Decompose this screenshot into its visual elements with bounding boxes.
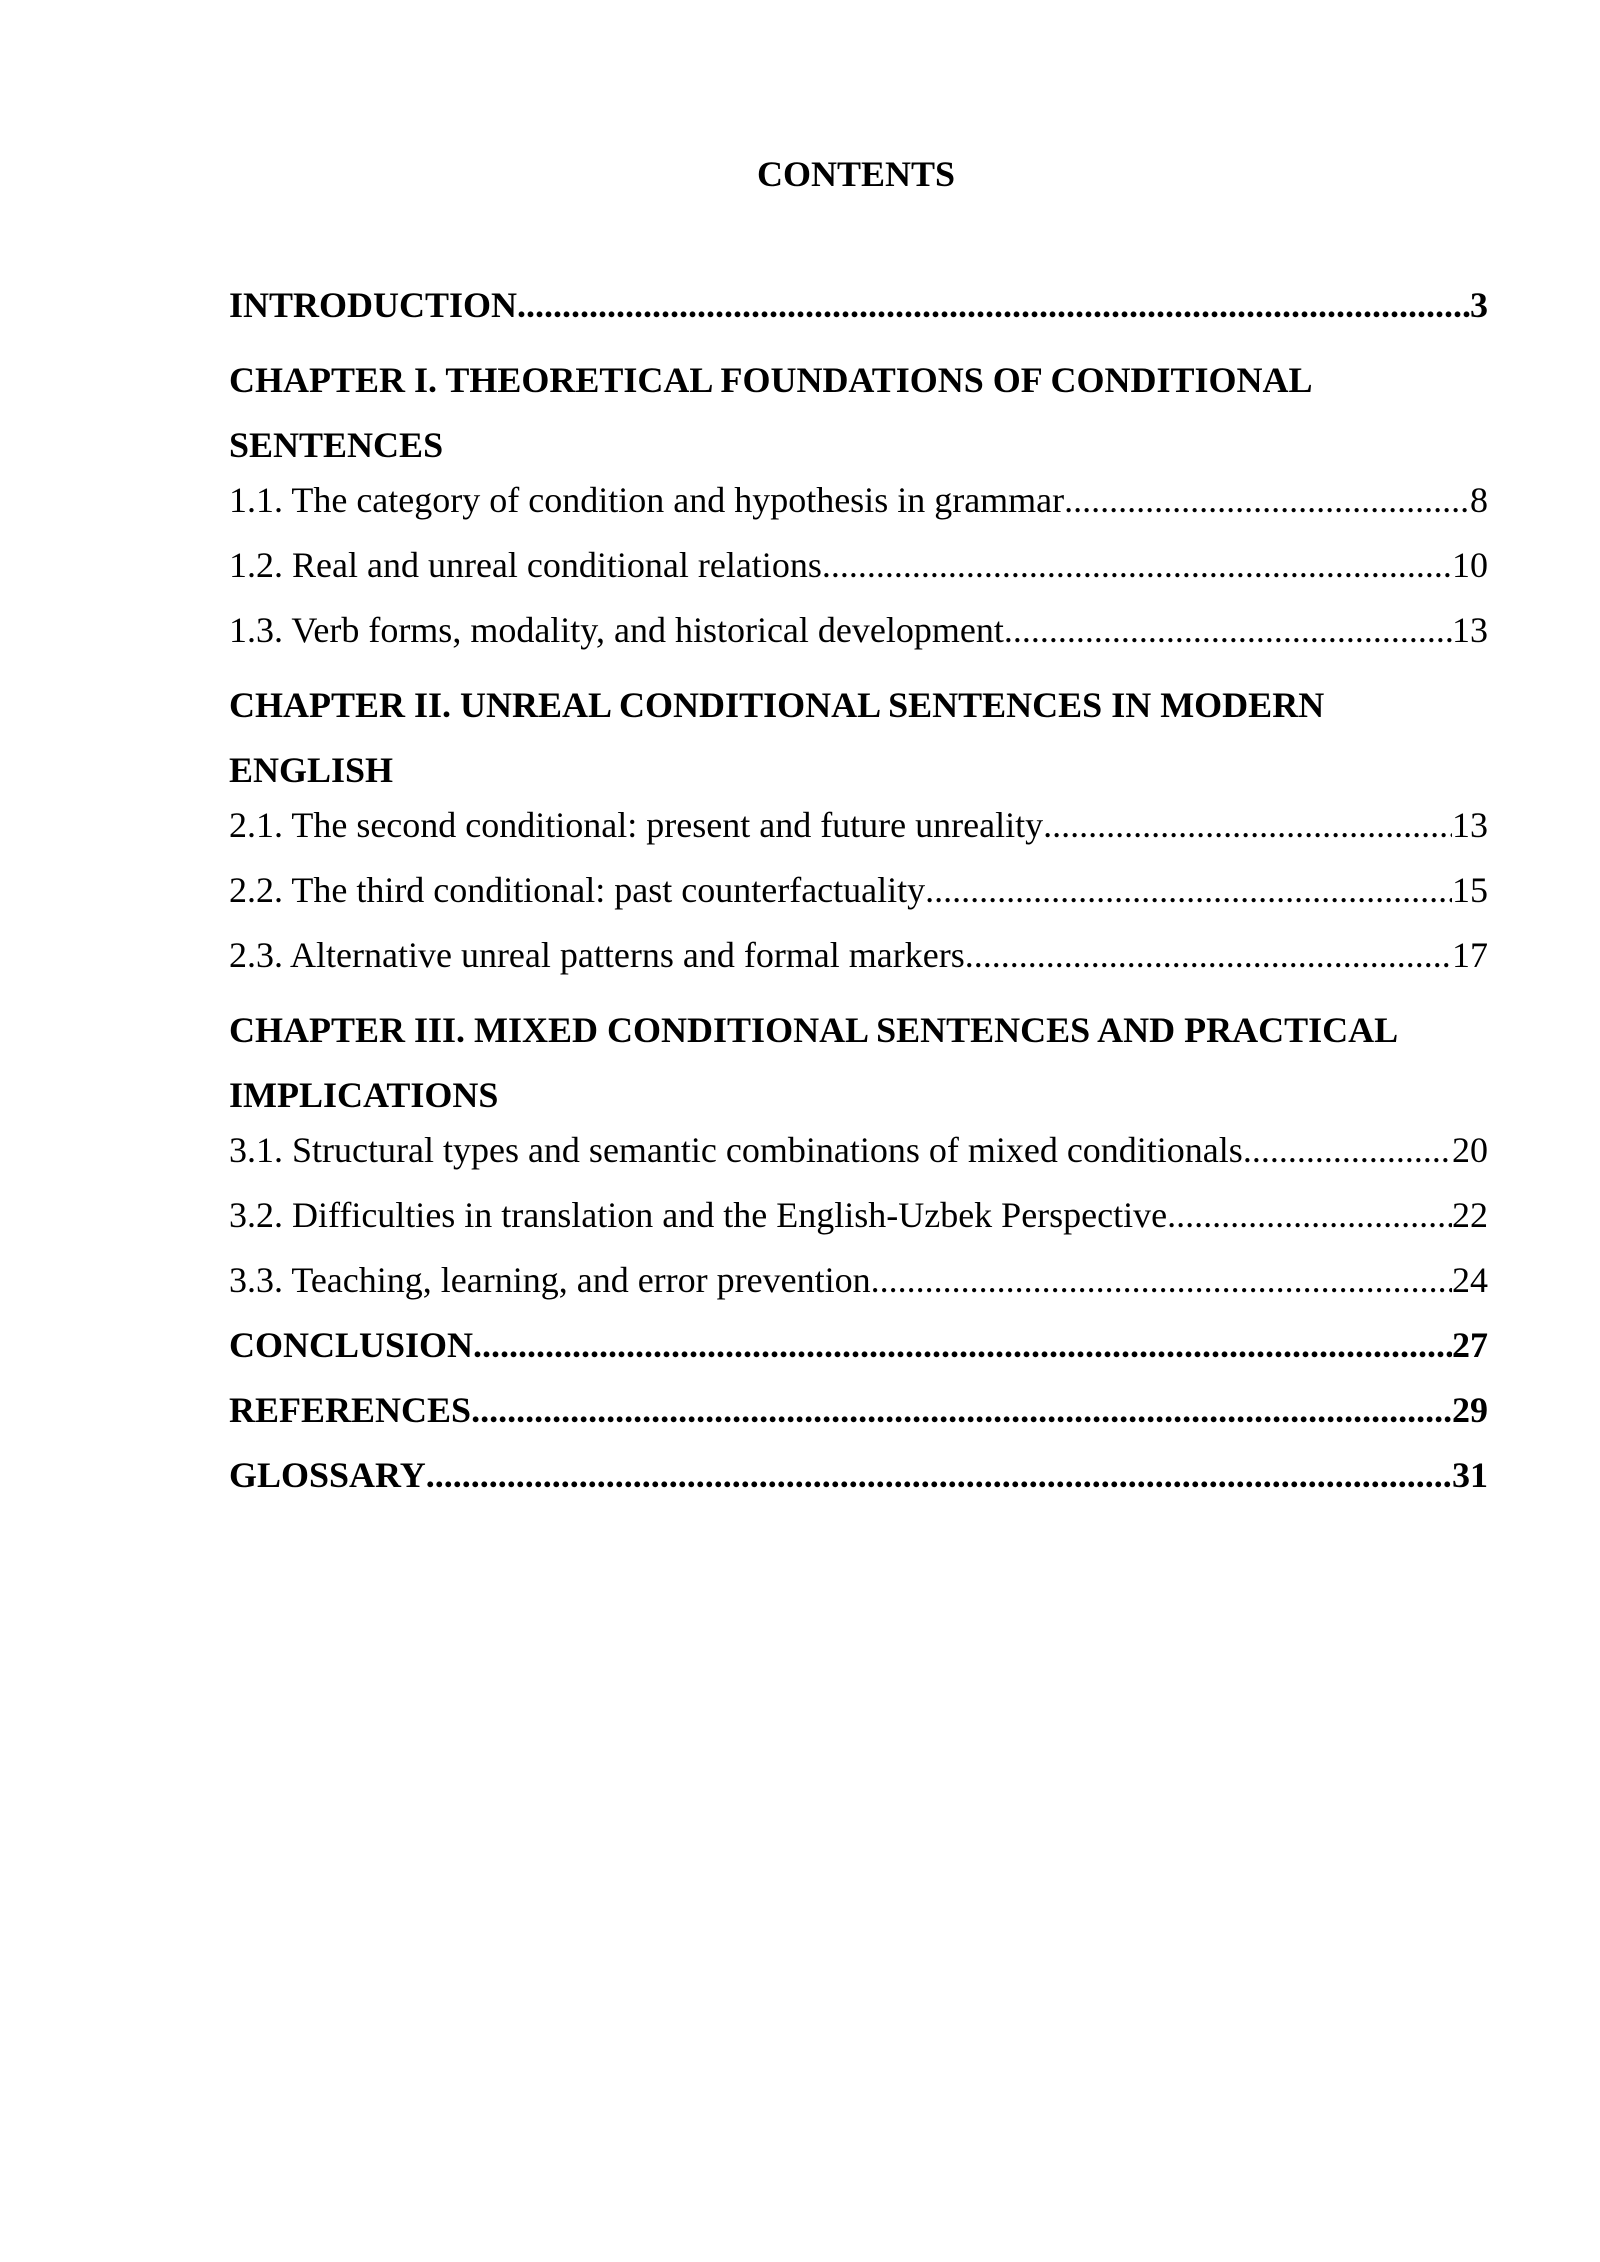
toc-page-number: 27 bbox=[1452, 1325, 1488, 1365]
chapter-heading-line-1: CHAPTER II. UNREAL CONDITIONAL SENTENCES IN MODERN bbox=[229, 685, 1325, 725]
toc-page-number: 3 bbox=[1470, 285, 1488, 325]
toc-entry-title: CONCLUSION bbox=[229, 1325, 474, 1365]
toc-entry-3-2[interactable] bbox=[229, 1193, 1488, 1258]
toc-entry-title: 3.1. Structural types and semantic combinations of mixed conditionals bbox=[229, 1130, 1243, 1170]
toc-page-number: 13 bbox=[1452, 805, 1488, 845]
dot-leader bbox=[1043, 803, 1452, 847]
dot-leader bbox=[822, 543, 1452, 587]
toc-entry-title: REFERENCES bbox=[229, 1390, 472, 1430]
dot-leader bbox=[473, 1323, 1452, 1367]
chapter-heading-line-1: CHAPTER III. MIXED CONDITIONAL SENTENCES AND PRACTICAL bbox=[229, 1010, 1399, 1050]
toc-entry-title: 2.1. The second conditional: present and future unreality bbox=[229, 805, 1044, 845]
toc-entry-title: 1.2. Real and unreal conditional relations bbox=[229, 545, 822, 585]
toc-page-number: 8 bbox=[1470, 480, 1488, 520]
toc-page-number: 24 bbox=[1452, 1260, 1488, 1300]
toc-entry-3-1[interactable] bbox=[229, 1128, 1488, 1193]
toc-page-number: 13 bbox=[1452, 610, 1488, 650]
toc-chapter-2-heading[interactable] bbox=[229, 673, 1488, 803]
toc-entry-1-1[interactable] bbox=[229, 478, 1488, 543]
toc-entry-title: 1.1. The category of condition and hypothesis in grammar bbox=[229, 480, 1065, 520]
toc-page-number: 20 bbox=[1452, 1130, 1488, 1170]
dot-leader bbox=[925, 868, 1452, 912]
toc-entry-title: 2.2. The third conditional: past counterfactuality bbox=[229, 870, 926, 910]
dot-leader bbox=[1243, 1128, 1452, 1172]
toc-entry-3-3[interactable] bbox=[229, 1258, 1488, 1323]
toc-entry-title: INTRODUCTION bbox=[229, 285, 518, 325]
toc-entry-2-2[interactable] bbox=[229, 868, 1488, 933]
toc-entry-1-3[interactable] bbox=[229, 608, 1488, 673]
toc-entry-conclusion[interactable] bbox=[229, 1323, 1488, 1388]
toc-entry-glossary[interactable] bbox=[229, 1453, 1488, 1518]
contents-title: CONTENTS bbox=[756, 154, 956, 194]
toc-entry-references[interactable] bbox=[229, 1388, 1488, 1453]
dot-leader bbox=[1064, 478, 1470, 522]
chapter-heading-line-1: CHAPTER I. THEORETICAL FOUNDATIONS OF CONDITIONAL bbox=[229, 360, 1313, 400]
chapter-heading-line-2: SENTENCES bbox=[229, 425, 444, 465]
dot-leader bbox=[1167, 1193, 1452, 1237]
toc-entry-2-1[interactable] bbox=[229, 803, 1488, 868]
toc-chapter-3-heading[interactable] bbox=[229, 998, 1488, 1128]
toc-page-number: 15 bbox=[1452, 870, 1488, 910]
chapter-heading-line-2: ENGLISH bbox=[229, 750, 394, 790]
toc-entry-title: 2.3. Alternative unreal patterns and formal markers bbox=[229, 935, 965, 975]
toc-page-number: 22 bbox=[1452, 1195, 1488, 1235]
dot-leader bbox=[517, 283, 1470, 327]
dot-leader bbox=[471, 1388, 1452, 1432]
table-of-contents bbox=[229, 283, 1488, 1518]
chapter-heading-line-2: IMPLICATIONS bbox=[229, 1075, 499, 1115]
toc-entry-title: 3.3. Teaching, learning, and error prevention bbox=[229, 1260, 871, 1300]
toc-entry-1-2[interactable] bbox=[229, 543, 1488, 608]
toc-page-number: 29 bbox=[1452, 1390, 1488, 1430]
toc-chapter-1-heading[interactable] bbox=[229, 348, 1488, 478]
toc-entry-title: 3.2. Difficulties in translation and the English-Uzbek Perspective bbox=[229, 1195, 1168, 1235]
dot-leader bbox=[426, 1453, 1452, 1497]
toc-page-number: 17 bbox=[1452, 935, 1488, 975]
dot-leader bbox=[871, 1258, 1452, 1302]
toc-entry-introduction[interactable] bbox=[229, 283, 1488, 348]
toc-entry-title: 1.3. Verb forms, modality, and historical development bbox=[229, 610, 1004, 650]
toc-page-number: 31 bbox=[1452, 1455, 1488, 1495]
toc-entry-title: GLOSSARY bbox=[229, 1455, 426, 1495]
toc-page-number: 10 bbox=[1452, 545, 1488, 585]
dot-leader bbox=[965, 933, 1452, 977]
dot-leader bbox=[1004, 608, 1452, 652]
toc-entry-2-3[interactable] bbox=[229, 933, 1488, 998]
